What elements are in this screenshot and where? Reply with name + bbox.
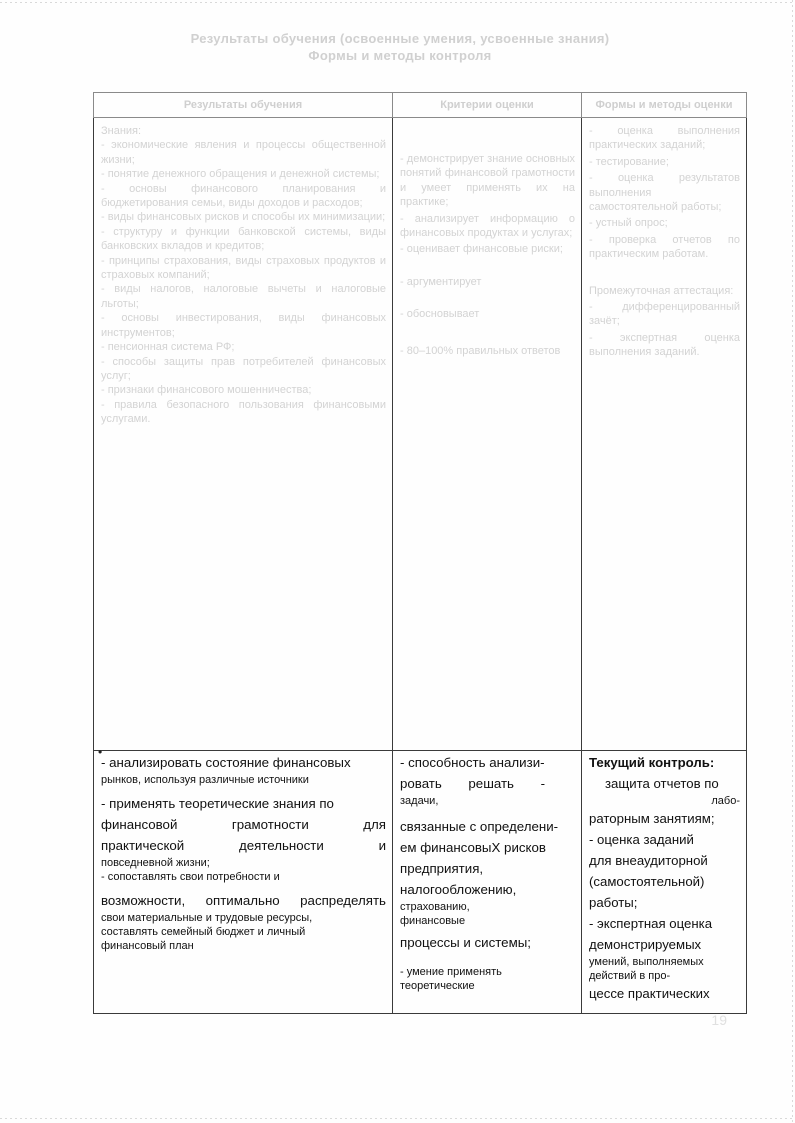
word: распределять — [300, 893, 386, 908]
scan-edge-right — [792, 0, 793, 1123]
faded-line: - пенсионная система РФ; — [101, 341, 235, 354]
skill-line-justified — [101, 835, 386, 856]
method-line: демонстрируемых — [589, 937, 702, 952]
method-line: цессе практических — [589, 986, 710, 1001]
table-header-row — [94, 93, 747, 118]
faded-line: лабо- — [711, 795, 740, 807]
faded-line: - способы защиты прав потребителей финансовых услуг; — [101, 355, 386, 382]
title-line-2: Формы и методы контроля — [308, 48, 492, 63]
faded-line: - дифференцированный зачёт; — [589, 301, 740, 328]
faded-line: свои материальные и трудовые ресурсы, — [101, 912, 313, 924]
stray-mark: • — [98, 745, 103, 759]
faded-line: - основы инвестирования, виды финансовых инструментов; — [101, 312, 386, 339]
faded-line: - оценка выполнения практических заданий; — [589, 125, 740, 152]
skill-line: - применять теоретические знания по — [101, 796, 334, 811]
criteria-line: предприятия, — [400, 861, 484, 876]
word: для — [363, 817, 386, 832]
word: возможности, — [101, 893, 186, 908]
word: практической — [101, 838, 185, 853]
method-line: - экспертная оценка — [589, 916, 713, 931]
header-results: Результаты обучения — [94, 93, 393, 118]
faded-line: - устный опрос; — [589, 217, 668, 230]
faded-line: - демонстрирует знание основных понятий финансовой грамотности и умеет применять их на практике; — [400, 153, 575, 209]
faded-line: Промежуточная аттестация: — [589, 284, 734, 297]
faded-line: финансовые — [400, 915, 466, 927]
faded-line: - основы финансового планирования и бюджетирования семьи, виды доходов и расходов; — [101, 182, 386, 210]
cell-skills-criteria — [393, 751, 582, 1014]
title-line-1: Результаты обучения (освоенные умения, усвоенные знания) — [190, 31, 610, 46]
word: решать — [468, 776, 514, 791]
word: и — [378, 838, 386, 853]
faded-line: страхованию, — [400, 901, 470, 913]
faded-line: - виды налогов, налоговые вычеты и налоговые льготы; — [101, 283, 386, 310]
faded-line: - виды финансовых рисков и способы их минимизации; — [101, 211, 386, 224]
faded-line: - тестирование; — [589, 155, 669, 168]
faded-line: - оценивает финансовые риски; — [400, 243, 563, 256]
faded-line: - обосновывает — [400, 308, 480, 321]
criteria-line: процессы и системы; — [400, 935, 531, 950]
faded-line: финансовый план — [101, 940, 194, 952]
faded-line: повседневной жизни; — [101, 857, 210, 869]
table-row-knowledge — [94, 118, 747, 751]
skill-line-justified — [101, 890, 386, 911]
cell-skills-methods — [582, 751, 747, 1014]
faded-line: - экономические явления и процессы общественной жизни; — [101, 139, 386, 166]
assessment-table — [93, 92, 747, 1014]
page-number: 19 — [711, 1012, 727, 1028]
method-line: работы; — [589, 895, 638, 910]
cell-skills-results — [94, 745, 393, 1014]
faded-line: рынков, используя различные источники — [101, 774, 309, 786]
method-line: - оценка заданий — [589, 832, 694, 847]
faded-line: - оценка результатов выполнения самостоятельной работы; — [589, 172, 740, 214]
word: деятельности — [238, 838, 324, 853]
faded-line: - аргументирует — [400, 275, 482, 288]
word: - — [540, 776, 545, 791]
word: грамотности — [231, 817, 309, 832]
faded-line: Знания: — [101, 125, 142, 137]
faded-line: - умение применять — [400, 966, 502, 978]
criteria-line-justified — [400, 773, 575, 794]
faded-line: - сопоставлять свои потребности и — [101, 871, 280, 883]
faded-line: - экспертная оценка выполнения заданий. — [589, 331, 740, 359]
scan-edge-bottom — [0, 1118, 795, 1119]
faded-line: теоретические — [400, 980, 475, 992]
faded-line: - правила безопасного пользования финансовыми услугами. — [101, 398, 386, 426]
word: финансовой — [101, 817, 178, 832]
faded-line: - понятие денежного обращения и денежной системы; — [101, 168, 380, 181]
criteria-line: связанные с определени- — [400, 819, 559, 834]
faded-line: - анализирует информацию о финансовых продуктах и услугах; — [400, 212, 575, 240]
faded-line: - принципы страхования, виды страховых продуктов и страховых компаний; — [101, 254, 386, 282]
method-line: (самостоятельной) — [589, 874, 705, 889]
cell-knowledge-criteria — [393, 118, 582, 751]
faded-line: - признаки финансового мошенничества; — [101, 384, 312, 397]
faded-line: - проверка отчетов по практическим работам. — [589, 233, 740, 261]
cell-knowledge-results — [94, 118, 393, 751]
current-control-heading: Текущий контроль: — [589, 755, 715, 770]
faded-line: действий в про- — [589, 970, 671, 982]
criteria-line: - способность анализи- — [400, 755, 545, 770]
header-criteria: Критерии оценки — [393, 93, 582, 118]
table-row-skills — [94, 751, 747, 1014]
header-methods: Формы и методы оценки — [582, 93, 747, 118]
faded-line: - 80–100% правильных ответов — [400, 344, 561, 357]
word: оптимально — [205, 893, 280, 908]
faded-line: задачи, — [400, 795, 439, 807]
skill-line-justified — [101, 814, 386, 835]
word: ровать — [400, 776, 442, 791]
criteria-line: ем финансовыХ рисков — [400, 840, 546, 855]
method-line: для внеаудиторной — [589, 853, 708, 868]
document-title — [120, 30, 680, 64]
faded-line: - структуру и функции банковской системы, виды банковских вкладов и кредитов; — [101, 225, 386, 253]
method-line: раторным занятиям; — [589, 811, 715, 826]
method-line: защита отчетов по — [605, 776, 719, 791]
faded-line: составлять семейный бюджет и личный — [101, 926, 306, 938]
faded-line: умений, выполняемых — [589, 956, 704, 968]
skill-line: - анализировать состояние финансовых — [101, 755, 351, 770]
criteria-line: налогообложению, — [400, 882, 517, 897]
cell-knowledge-methods — [582, 118, 747, 751]
scan-edge-top — [0, 2, 795, 3]
